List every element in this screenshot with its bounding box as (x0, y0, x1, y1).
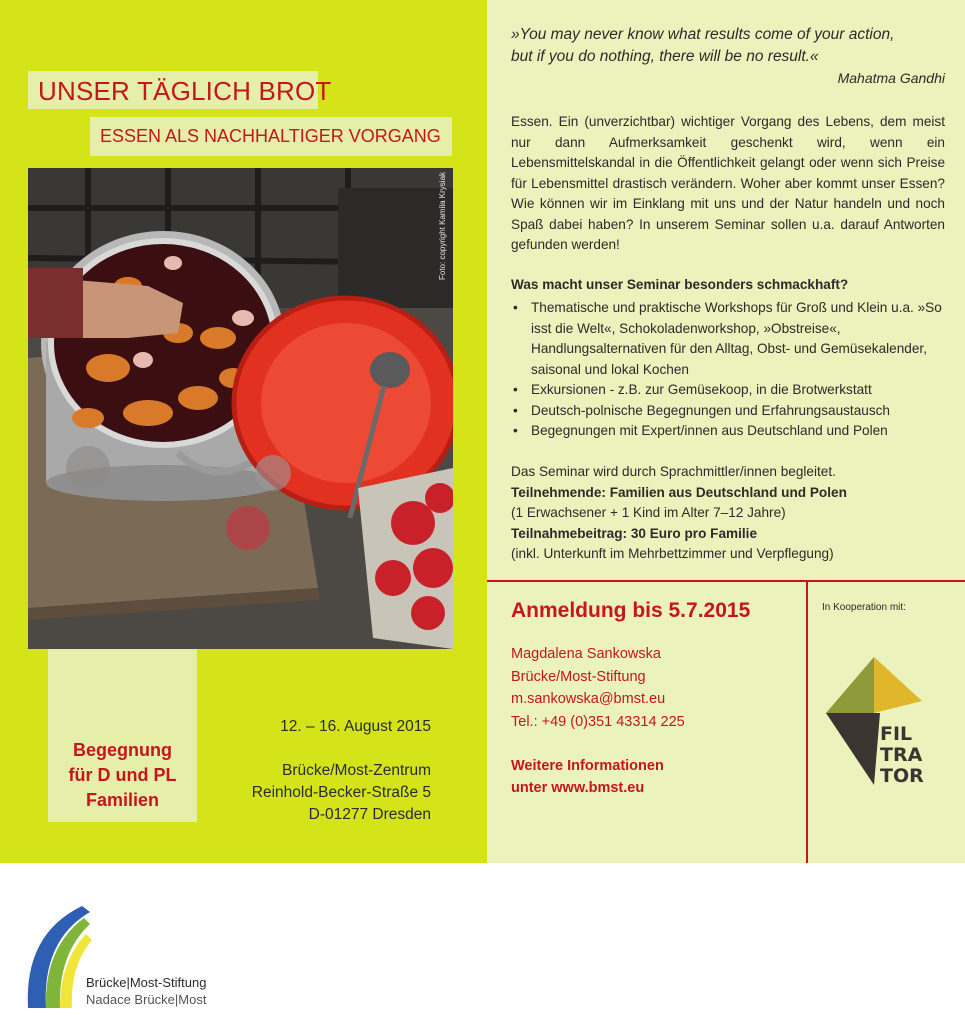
audience-line: für D und PL (68, 765, 177, 785)
quote-author: Mahatma Gandhi (837, 70, 945, 86)
audience-line: Begegnung (73, 740, 172, 760)
filtrator-text: TOR (880, 765, 924, 787)
filtrator-text: FIL (880, 723, 913, 745)
divider-horizontal (487, 580, 965, 582)
event-street: Reinhold-Becker-Straße 5 (251, 784, 431, 801)
features-list (511, 298, 945, 442)
features-heading: Was macht unser Seminar besonders schmackhaft? (511, 277, 849, 292)
org-name-alt: Nadace Brücke|Most (86, 992, 207, 1007)
photo-credit: Foto: copyright Kamila Krysiak (438, 171, 447, 280)
participants-detail: (1 Erwachsener + 1 Kind im Alter 7–12 Jahre) (511, 505, 786, 520)
filtrator-text: TRA (880, 744, 923, 766)
event-info (171, 716, 431, 826)
contact-phone: Tel.: +49 (0)351 43314 225 (511, 713, 685, 730)
quote-line: but if you do nothing, there will be no result.« (511, 48, 819, 65)
page-title: UNSER TÄGLICH BROT (38, 76, 332, 106)
divider-vertical (806, 582, 808, 863)
subtitle-banner (90, 117, 452, 156)
seminar-info (511, 462, 945, 565)
list-item: • Deutsch-polnische Begegnungen und Erfahrungsaustausch (511, 401, 945, 422)
more-info-line: Weitere Informationen (511, 758, 664, 774)
event-venue: Brücke/Most-Zentrum (281, 762, 431, 779)
title-banner (28, 71, 332, 109)
org-name: Brücke|Most-Stiftung (86, 975, 207, 990)
cooking-photo (28, 168, 453, 649)
contact-block (511, 643, 801, 733)
website-link[interactable]: unter www.bmst.eu (511, 780, 645, 796)
intro-text: Essen. Ein (unverzichtbar) wichtiger Vorgang des Lebens, dem meist nur dann Aufmerksamkeit geschenkt wird, wenn ein Lebensmittelskandal in die Öffentlichkeit gelangt oder wenn sich Preise für Lebensmittel drastisch verändern. Woher aber kommt unser Essen? Wie können wir im Einklang mit uns und der Natur handeln und noch Spaß dabei haben? In unserem Seminar sollen u.a. darauf Antworten gefunden werden! (511, 114, 945, 252)
list-item: • Exkursionen - z.B. zur Gemüsekoop, in die Brotwerkstatt (511, 380, 945, 401)
more-info (511, 755, 801, 799)
event-city: D-01277 Dresden (308, 806, 431, 823)
event-date: 12. – 16. August 2015 (280, 718, 431, 735)
quote-line: »You may never know what results come of your action, (511, 26, 895, 43)
fee-label: Teilnahmebeitrag: 30 Euro pro Familie (511, 525, 758, 541)
registration-title: Anmeldung bis 5.7.2015 (511, 599, 751, 622)
list-item: • Begegnungen mit Expert/innen aus Deutschland und Polen (511, 421, 945, 442)
list-item: • Thematische und praktische Workshops für Groß und Klein u.a. »So isst die Welt«, Schokoladenworkshop, »Obstreise«, Handlungsalternativen für den Alltag, Obst- und Gemüsekalender, saisonal und lokal Kochen (511, 298, 945, 380)
contact-name: Magdalena Sankowska (511, 646, 661, 662)
interpreters-note: Das Seminar wird durch Sprachmittler/innen begleitet. (511, 464, 836, 479)
filtrator-logo (824, 655, 928, 787)
participants-label: Teilnehmende: Familien aus Deutschland und Polen (511, 484, 847, 500)
page-subtitle: ESSEN ALS NACHHALTIGER VORGANG (100, 126, 441, 146)
fee-detail: (inkl. Unterkunft im Mehrbettzimmer und Verpflegung) (511, 546, 834, 561)
stiftung-name (86, 974, 206, 1008)
contact-org: Brücke/Most-Stiftung (511, 668, 646, 685)
contact-email-link[interactable]: m.sankowska@bmst.eu (511, 691, 666, 707)
quote (511, 24, 945, 88)
cooperation-label: In Kooperation mit: (822, 602, 906, 613)
audience-line: Familien (85, 790, 160, 810)
